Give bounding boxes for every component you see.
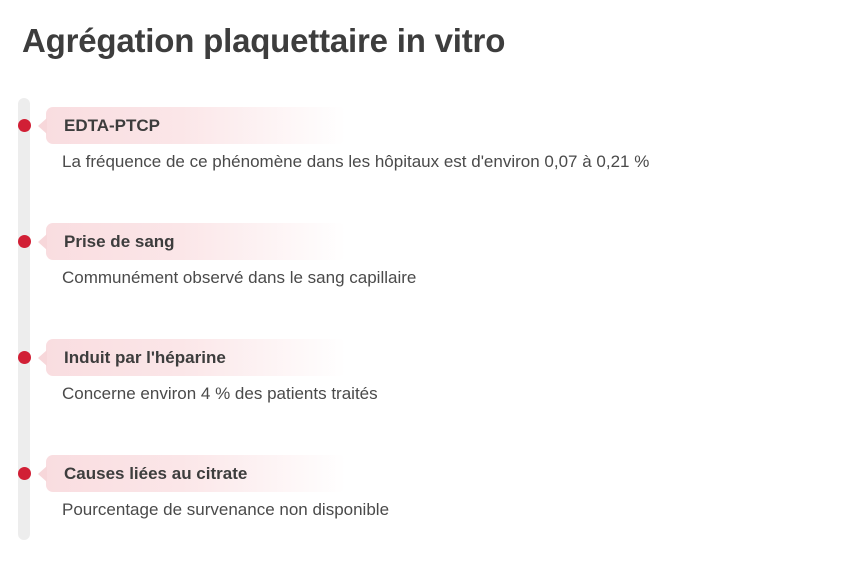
timeline-item-description: Concerne environ 4 % des patients traités [62, 384, 378, 403]
timeline-items [0, 98, 844, 562]
timeline-item-description: Pourcentage de survenance non disponible [62, 500, 390, 519]
timeline-label-background [46, 339, 346, 376]
timeline-item[interactable] [0, 214, 844, 330]
timeline-item-label: Prise de sang [64, 231, 175, 251]
timeline-dot-icon [18, 119, 31, 132]
timeline-label-background [46, 223, 346, 260]
timeline-dot-icon [18, 467, 31, 480]
timeline-item-label: Induit par l'héparine [64, 347, 226, 367]
timeline-label-background [46, 107, 346, 144]
timeline-item[interactable] [0, 446, 844, 562]
timeline-label-wrap [46, 455, 346, 492]
timeline-label-wrap [46, 223, 346, 260]
timeline-item[interactable] [0, 330, 844, 446]
timeline-dot-icon [18, 351, 31, 364]
timeline-label-wrap [46, 339, 346, 376]
timeline-label-background [46, 455, 346, 492]
timeline-item-description: Communément observé dans le sang capillaire [62, 268, 417, 287]
timeline-item-label: Causes liées au citrate [64, 463, 248, 483]
timeline-dot-icon [18, 235, 31, 248]
timeline-label-wrap [46, 107, 346, 144]
timeline-item[interactable] [0, 98, 844, 214]
timeline-item-label: EDTA-PTCP [64, 115, 161, 135]
page-title: Agrégation plaquettaire in vitro [22, 22, 506, 59]
timeline-item-description: La fréquence de ce phénomène dans les hôpitaux est d'environ 0,07 à 0,21 % [62, 152, 650, 171]
